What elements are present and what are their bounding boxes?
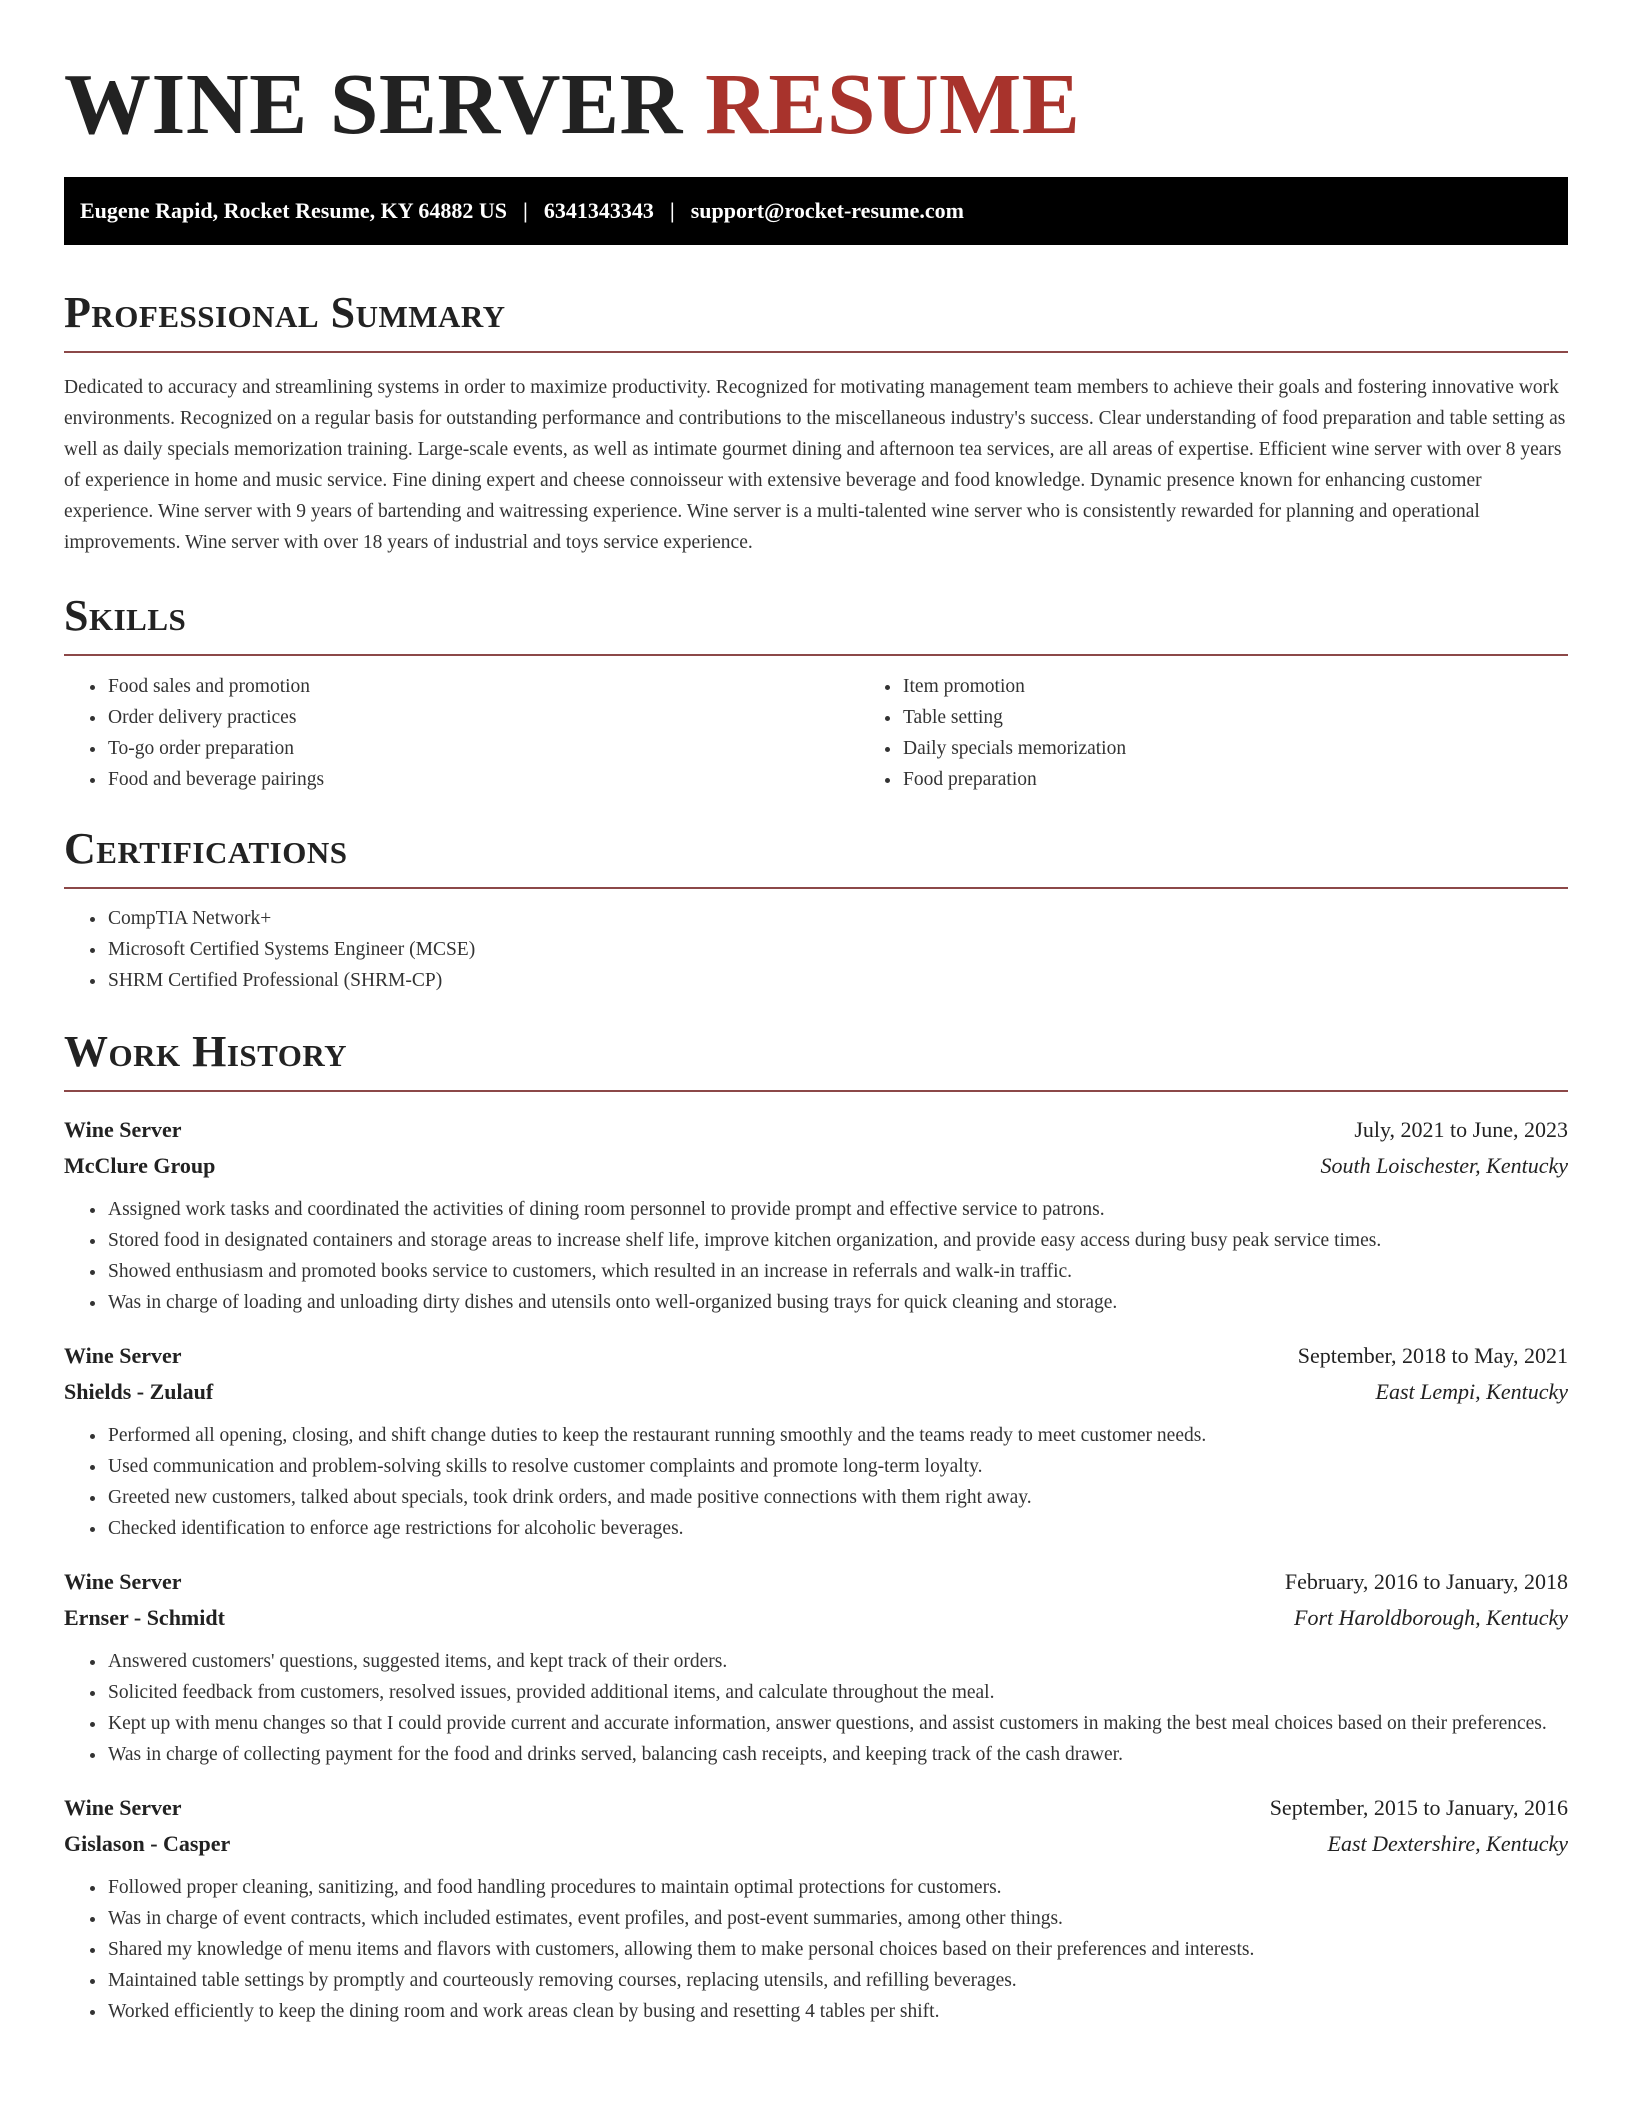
skills-heading: Skills	[64, 591, 187, 640]
job-duty: • Greeted new customers, talked about specials, took drink orders, and made positive connections with them right away.	[107, 1482, 1568, 1513]
job-duty: • Shared my knowledge of menu items and flavors with customers, allowing them to make personal choices based on their preferences and interests.	[107, 1934, 1568, 1965]
skill-item: • Daily specials memorization	[902, 733, 1632, 764]
skill-item: • Food sales and promotion	[107, 671, 859, 702]
job-entry	[64, 1112, 1568, 1318]
job-company: Shields - Zulauf	[64, 1379, 214, 1404]
job-duty: • Answered customers' questions, suggested items, and kept track of their orders.	[107, 1646, 1568, 1677]
skill-item: • Table setting	[902, 702, 1632, 733]
certifications-heading: Certifications	[64, 824, 348, 873]
job-entry	[64, 1564, 1568, 1770]
section-divider	[64, 1090, 1568, 1092]
job-duty: • Was in charge of event contracts, which included estimates, event profiles, and post-event summaries, among other things.	[107, 1903, 1568, 1934]
job-duty: • Stored food in designated containers and storage areas to increase shelf life, improve kitchen organization, and provide easy access during busy peak service times.	[107, 1225, 1568, 1256]
job-dates: February, 2016 to January, 2018	[1284, 1569, 1568, 1594]
summary-text: Dedicated to accuracy and streamlining systems in order to maximize productivity. Recognized for motivating management team members to achieve their goals and fostering innovative work environments. Recognized on a regular basis for outstanding performance and contributions to the miscellaneous industry's success. Clear understanding of food preparation and table setting as well as daily specials memorization training. Large-scale events, as well as intimate gourmet dining and afternoon tea services, are all areas of expertise. Efficient wine server with over 8 years of experience in home and music service. Fine dining expert and cheese connoisseur with extensive beverage and food knowledge. Dynamic presence known for enhancing customer experience. Wine server with 9 years of bartending and waitressing experience. Wine server is a multi-talented wine server who is consistently rewarded for planning and operational improvements. Wine server with over 18 years of industrial and toys service experience.	[64, 377, 1566, 553]
skill-item: • Food preparation	[902, 764, 1632, 795]
certifications-list	[64, 903, 1568, 996]
job-duty: • Showed enthusiasm and promoted books service to customers, which resulted in an increase in referrals and walk-in traffic.	[107, 1256, 1568, 1287]
skills-grid	[64, 671, 1568, 795]
contact-address: Eugene Rapid, Rocket Resume, KY 64882 US	[80, 198, 507, 223]
work-history-section	[64, 1028, 1568, 2027]
job-dates: July, 2021 to June, 2023	[1354, 1117, 1568, 1142]
section-divider	[64, 351, 1568, 353]
job-company-row	[64, 1600, 1568, 1636]
section-divider	[64, 654, 1568, 656]
job-company: Ernser - Schmidt	[64, 1605, 225, 1630]
job-duty: • Worked efficiently to keep the dining room and work areas clean by busing and resetting 4 tables per shift.	[107, 1996, 1568, 2027]
job-title: Wine Server	[64, 1117, 182, 1142]
work-history-heading: Work History	[64, 1027, 348, 1076]
certification-item: • Microsoft Certified Systems Engineer (MCSE)	[107, 934, 1568, 965]
certification-item: • SHRM Certified Professional (SHRM-CP)	[107, 965, 1568, 996]
job-duties	[64, 1420, 1568, 1544]
job-title: Wine Server	[64, 1795, 182, 1820]
job-entry	[64, 1338, 1568, 1544]
job-duty: • Kept up with menu changes so that I could provide current and accurate information, answer questions, and assist customers in making the best meal choices based on their preferences.	[107, 1708, 1568, 1739]
contact-separator: |	[522, 198, 528, 223]
job-title: Wine Server	[64, 1343, 182, 1368]
contact-bar	[64, 177, 1568, 245]
job-location: East Lempi, Kentucky	[1375, 1379, 1568, 1404]
contact-phone: 6341343343	[543, 198, 654, 223]
job-duty: • Was in charge of collecting payment for the food and drinks served, balancing cash receipts, and keeping track of the cash drawer.	[107, 1739, 1568, 1770]
skills-list-right	[859, 671, 1632, 795]
job-duty: • Used communication and problem-solving skills to resolve customer complaints and promote long-term loyalty.	[107, 1451, 1568, 1482]
job-location: East Dextershire, Kentucky	[1327, 1831, 1568, 1856]
certification-item: • CompTIA Network+	[107, 903, 1568, 934]
job-title: Wine Server	[64, 1569, 182, 1594]
title-main: WINE SERVER	[64, 55, 683, 152]
job-duties	[64, 1872, 1568, 2027]
job-header-row	[64, 1564, 1568, 1600]
section-divider	[64, 887, 1568, 889]
job-duty: • Maintained table settings by promptly and courteously removing courses, replacing utensils, and refilling beverages.	[107, 1965, 1568, 1996]
skills-section	[64, 592, 1568, 795]
title-accent: RESUME	[705, 55, 1081, 152]
job-entry	[64, 1790, 1568, 2027]
job-location: Fort Haroldborough, Kentucky	[1294, 1605, 1568, 1630]
contact-email: support@rocket-resume.com	[690, 198, 964, 223]
job-duty: • Was in charge of loading and unloading dirty dishes and utensils onto well-organized busing trays for quick cleaning and storage.	[107, 1287, 1568, 1318]
summary-section	[64, 289, 1568, 558]
skill-item: • Order delivery practices	[107, 702, 859, 733]
job-duties	[64, 1194, 1568, 1318]
job-duty: • Checked identification to enforce age restrictions for alcoholic beverages.	[107, 1513, 1568, 1544]
job-duty: • Performed all opening, closing, and shift change duties to keep the restaurant running smoothly and the teams ready to meet customer needs.	[107, 1420, 1568, 1451]
job-duty: • Assigned work tasks and coordinated the activities of dining room personnel to provide prompt and effective service to patrons.	[107, 1194, 1568, 1225]
job-dates: September, 2015 to January, 2016	[1269, 1795, 1568, 1820]
skill-item: • Item promotion	[902, 671, 1632, 702]
certifications-section	[64, 825, 1568, 996]
job-header-row	[64, 1790, 1568, 1826]
job-company: McClure Group	[64, 1153, 216, 1178]
resume-title	[64, 55, 1568, 152]
skill-item: • To-go order preparation	[107, 733, 859, 764]
skills-list-left	[64, 671, 859, 795]
summary-heading: Professional Summary	[64, 288, 506, 337]
job-header-row	[64, 1112, 1568, 1148]
job-company-row	[64, 1826, 1568, 1862]
job-duty: • Solicited feedback from customers, resolved issues, provided additional items, and calculate throughout the meal.	[107, 1677, 1568, 1708]
job-company-row	[64, 1148, 1568, 1184]
job-dates: September, 2018 to May, 2021	[1297, 1343, 1568, 1368]
job-company: Gislason - Casper	[64, 1831, 231, 1856]
contact-separator: |	[669, 198, 675, 223]
job-duty: • Followed proper cleaning, sanitizing, and food handling procedures to maintain optimal protections for customers.	[107, 1872, 1568, 1903]
job-duties	[64, 1646, 1568, 1770]
job-company-row	[64, 1374, 1568, 1410]
job-header-row	[64, 1338, 1568, 1374]
skill-item: • Food and beverage pairings	[107, 764, 859, 795]
job-location: South Loischester, Kentucky	[1320, 1153, 1568, 1178]
